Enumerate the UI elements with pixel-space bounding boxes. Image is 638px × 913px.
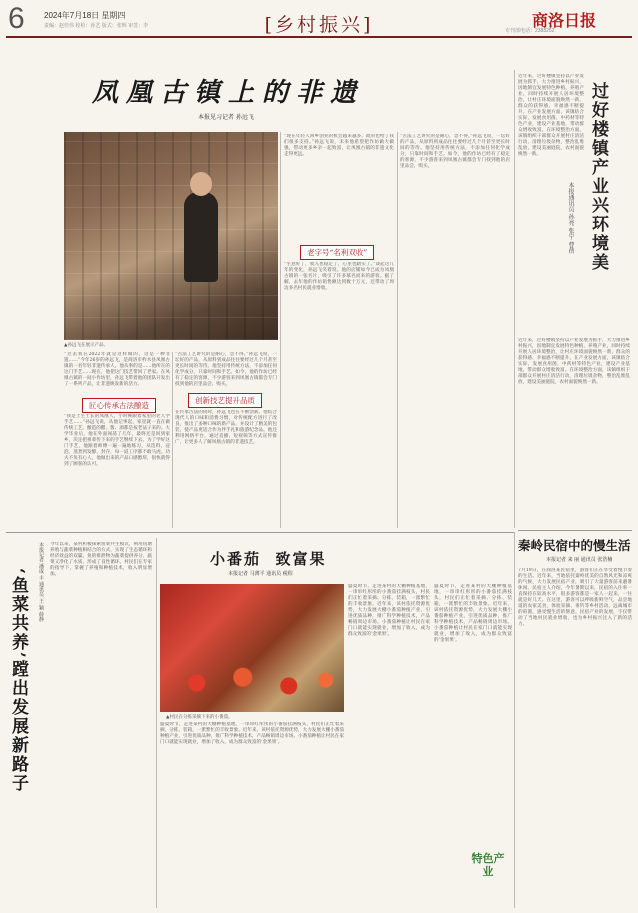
main-article-text-3: 在传承古法的同时，孙远飞也在不断创新。他结合现代人的口味和消费习惯，对传统配方进行了改良，推出了多种口味的新产品，并设计了精美的包装，使产品更适合作为伴手礼和旅游纪念品。他还利用网络平台，通过直播、短视频等方式宣传推广，让更多人了解凤凰古镇的非遗技艺。 bbox=[175, 410, 277, 445]
tomato-byline: 本报记者 马薄平 通讯员 税程 bbox=[228, 571, 293, 577]
main-article-byline: 本报见习记者 孙远飞 bbox=[198, 114, 254, 121]
tomato-title: 小番茄 致富果 bbox=[210, 550, 327, 568]
homestay-text: 7月19日，在商洛某民宿里，游客们正在享受着慢节奏的生活。近年来，当地依托秦岭优美的自然风光和凉爽的气候，大力发展民宿产业，吸引了大量游客前来避暑休闲。民宿主人介绍，今年暑期以来，民宿的入住率一直保持在较高水平，很多游客都是一家人一起来，一住就是好几天。在这里，游客可以呼吸新鲜空气，品尝地道的农家美食，体验采摘、垂钓等乡村活动，远离城市的喧嚣，感受慢生活的惬意。民宿产业的发展，不仅带动了当地村民就业增收，也为乡村振兴注入了新的活力。 bbox=[518, 568, 632, 627]
issue-date: 2024年7月18日 星期四 bbox=[44, 11, 126, 20]
homestay-byline: 本报记者 来 丽 通讯员 张浩楠 bbox=[546, 557, 613, 563]
main-subhead-innovation: 创新技艺提升品质 bbox=[188, 393, 262, 408]
main-subhead-brand: 老字号“名利双收” bbox=[300, 245, 374, 260]
fish-article-text: 今年以来，某村积极探索鱼菜共生模式，利用鱼塘养殖与蔬菜种植相结合的方式，实现了生态循环和经济效益的双赢。鱼的排泄物为蔬菜提供养分，蔬菜又净化了水质，形成了良性循环。村民们在专家的指导下，掌握了养殖和种植技术，收入明显增加。 bbox=[50, 542, 152, 577]
homestay-title: 秦岭民宿中的慢生活 bbox=[518, 538, 631, 553]
main-article-title: 凤凰古镇上的非遗 bbox=[92, 78, 365, 108]
header-rule bbox=[6, 36, 632, 38]
main-photo-caption: ▲孙远飞在展示产品。 bbox=[64, 343, 108, 348]
main-article-photo bbox=[64, 132, 278, 340]
tomato-photo-caption: ▲村民在分拣采摘下来的小番茄。 bbox=[166, 715, 233, 720]
main-subhead-heritage: 匠心传承古法酿造 bbox=[82, 398, 156, 413]
fish-article-title: ‘鱼菜共养’蹚出发展新路子 bbox=[8, 568, 28, 793]
page-number: 6 bbox=[8, 2, 25, 35]
main-article-intro: “过去我在2022年就是这样做的，这是一种非遗……”今年26岁的孙远飞，是商洛市柞水县凤凰古镇的一名年轻非遗传承人。他从事的是……他所在的这门手艺……现在，他把这门技艺带回了老家。在凤凰古镇的一间小作坊里，孙远飞带着他的团队开发出了一系列产品，让非遗焕发新的活力。 bbox=[64, 352, 170, 387]
tomato-text-3: 盛夏时节，走进某村的大棚种植基地，一串串红彤彤的小番茄挂满枝头，村民们正忙着采摘、分拣、装箱，一派繁忙的丰收景象。近年来，该村依托资源优势，大力发展大棚小番茄种植产业，引进优质品种，推广科学种植技术，产品畅销周边市场。小番茄种植让村民在家门口就能实现就业，增加了收入，成为群众致富的‘金果果’。 bbox=[434, 584, 512, 643]
main-article-text-1: “我是土生土长的凤凰人，小时候跟着家里的老人学手艺……”孙远飞说，从他记事起，家里就一直在做传统工艺，酿造的醋、酱、酒都是按老法子来的。大学毕业后，他在外面闯荡了几年，最终还是回到家乡，决定把祖辈传下来的手艺继续下去。为了学好这门手艺，他跟着师傅一遍一遍地练习，从选料、浸泡、蒸煮到发酵、封存，每一道工序都不敢马虎。功夫不负有心人，他做出来的产品口感醇厚，很快就得到了顾客的认可。 bbox=[64, 414, 170, 467]
side-article-title: 过好楼镇产业兴环境美 bbox=[588, 82, 608, 272]
side-article-text-top: 近年来，过好楼镇坚持以产业发展为抓手，大力推进乡村振兴，因地制宜发展特色种植、养殖产业，同时持续开展人居环境整治，让村庄环境面貌焕然一新，群众的获得感、幸福感不断提升。在产业发展方面，该镇结合实际，发展食用菌、中药材等特色产业，建设产业基地，带动群众增收致富。在环境整治方面，该镇组织干部群众开展村庄清洁行动，清理垃圾杂物，整治乱堆乱放，建设美丽庭院，农村面貌焕然一新。 bbox=[518, 74, 584, 157]
tomato-photo bbox=[160, 584, 344, 712]
editor-phone: 专刊部电话：2388252 bbox=[505, 28, 555, 34]
main-article-text-5: “生意好了，收入也稳定了，心里也踏实了。”谈起这几年的变化，孙远飞笑着说。他的店铺如今已成为凤凰古镇的一张名片，吸引了许多慕名而来的游客。据了解，去年他的作坊销售额达到数十万元，还带动了周边多名村民就业增收。 bbox=[284, 262, 394, 291]
main-article-text-6: “古法工艺讲究的是耐心，急不得。”孙远飞说，一坛好的产品，从原料到成品往往要经过几个月甚至更长时间的等待。他坚持用传统方法，不添加任何化学成分，只靠时间和手艺。如今，他的作坊已经有了稳定的客源，不少游客来到凤凰古镇都会专门找到他的店里品尝、购买。 bbox=[400, 134, 510, 169]
tomato-stamp: 特色产业 bbox=[471, 852, 505, 878]
side-article-byline: 本报通讯员 孙亮 张宁 曹蓓 bbox=[567, 182, 574, 254]
main-article-text-4: “现在年轻人回乡创业的机会越来越多，政府也给了我们很多支持。”孙远飞说，未来他希望把作坊做大做强，带动更多乡亲一起致富，让凤凰古镇的非遗文化走得更远。 bbox=[284, 134, 394, 157]
tomato-text-2: 盛夏时节，走进某村的大棚种植基地，一串串红彤彤的小番茄挂满枝头，村民们正忙着采摘、分拣、装箱，一派繁忙的丰收景象。近年来，该村依托资源优势，大力发展大棚小番茄种植产业，引进优质品种，推广科学种植技术，产品畅销周边市场。小番茄种植让村民在家门口就能实现就业，增加了收入，成为群众致富的‘金果果’。 bbox=[348, 584, 430, 637]
editor-credits: 责编：赵佳伟 校检：孙艺 版式：张辉 审签：李 bbox=[44, 23, 149, 29]
main-article-text-2: “古法工艺讲究的是耐心，急不得。”孙远飞说，一坛好的产品，从原料到成品往往要经过几个月甚至更长时间的等待。他坚持用传统方法，不添加任何化学成分，只靠时间和手艺。如今，他的作坊已经有了稳定的客源，不少游客来到凤凰古镇都会专门找到他的店里品尝、购买。 bbox=[175, 352, 277, 387]
newspaper-logo: 商洛日报 bbox=[532, 13, 597, 30]
tomato-text-1: 盛夏时节，走进某村的大棚种植基地，一串串红彤彤的小番茄挂满枝头，村民们正忙着采摘、分拣、装箱，一派繁忙的丰收景象。近年来，该村依托资源优势，大力发展大棚小番茄种植产业，引进优质品种，推广科学种植技术，产品畅销周边市场。小番茄种植让村民在家门口就能实现就业，增加了收入，成为群众致富的‘金果果’。 bbox=[160, 722, 344, 745]
fish-article-byline: 本报记者 潘成 丰 通讯员 王 颖 薛静 bbox=[38, 542, 44, 622]
side-article-text-bottom: 近年来，过好楼镇坚持以产业发展为抓手，大力推进乡村振兴，因地制宜发展特色种植、养殖产业，同时持续开展人居环境整治，让村庄环境面貌焕然一新，群众的获得感、幸福感不断提升。在产业发展方面，该镇结合实际，发展食用菌、中药材等特色产业，建设产业基地，带动群众增收致富。在环境整治方面，该镇组织干部群众开展村庄清洁行动，清理垃圾杂物，整治乱堆乱放，建设美丽庭院，农村面貌焕然一新。 bbox=[518, 338, 630, 385]
section-title: [乡村振兴] bbox=[264, 14, 374, 36]
